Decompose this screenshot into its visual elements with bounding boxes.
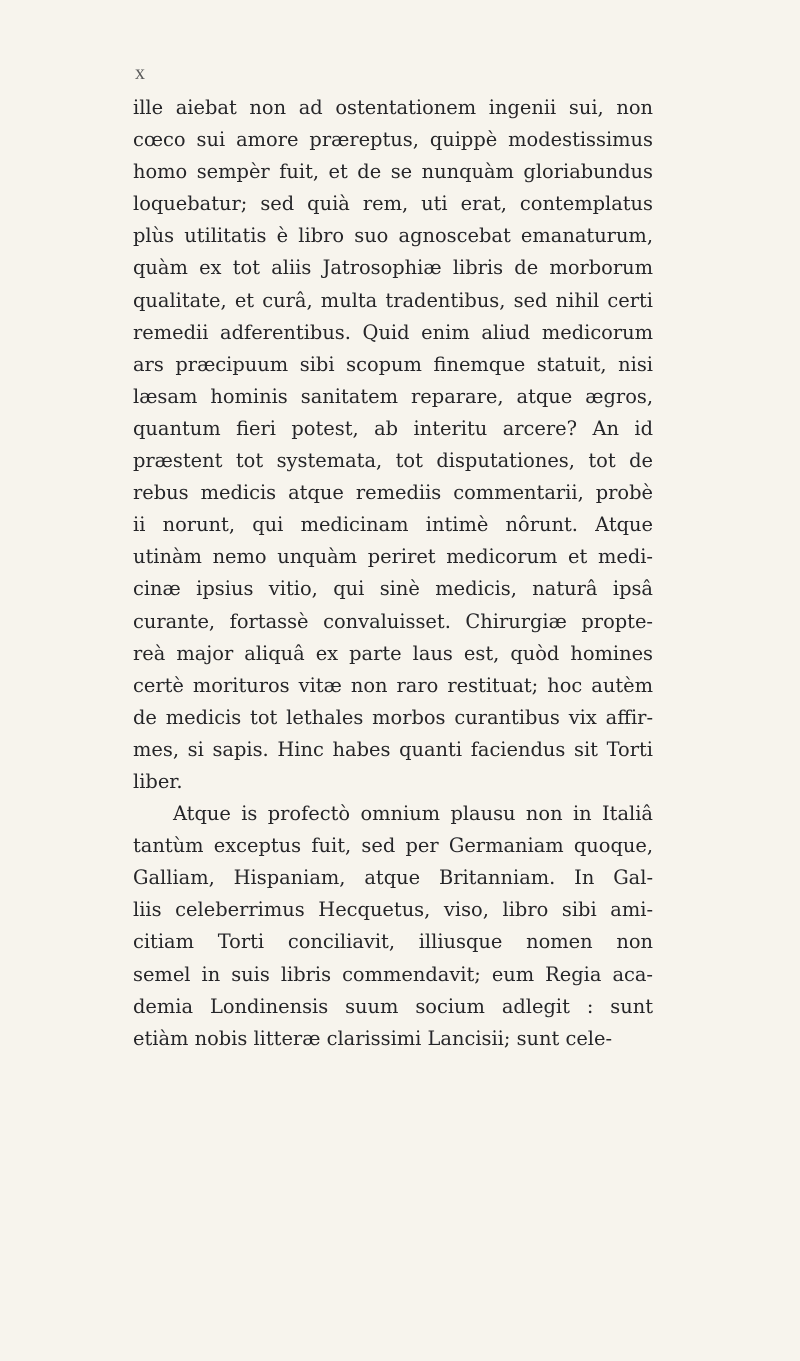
text-line: cinæ ipsius vitio, qui sinè medicis, naturâ ipsâ [133,577,653,601]
text-line: quantum fieri potest, ab interitu arcere? An id [133,416,653,440]
text-line: præstent tot systemata, tot disputationes, tot de [133,449,653,473]
text-line: utinàm nemo unquàm periret medicorum et medi- [133,545,653,569]
body-text [133,92,653,1055]
text-line: remedii adferentibus. Quid enim aliud medicorum [133,320,653,344]
page-number: x [135,62,145,84]
text-line: ars præcipuum sibi scopum finemque statuit, nisi [133,352,653,376]
paragraph-2 [133,798,653,1055]
text-line: quàm ex tot aliis Jatrosophiæ libris de morborum [133,256,653,280]
text-line: liber. [133,769,183,793]
paragraph-1 [133,92,653,798]
text-line: rebus medicis atque remediis commentarii, probè [133,481,653,505]
text-line: certè morituros vitæ non raro restituat; hoc autèm [133,673,653,697]
text-line: mes, si sapis. Hinc habes quanti faciendus sit Torti [133,737,653,761]
text-line: Galliam, Hispaniam, atque Britanniam. In Gal- [133,866,653,890]
text-line: Atque is profectò omnium plausu non in Italiâ [173,802,653,826]
text-line: ii norunt, qui medicinam intimè nôrunt. Atque [133,513,653,537]
text-line: ille aiebat non ad ostentationem ingenii sui, non [133,96,653,119]
text-line: reà major aliquâ ex parte laus est, quòd homines [133,641,653,665]
text-line: læsam hominis sanitatem reparare, atque ægros, [133,384,653,408]
text-line: plùs utilitatis è libro suo agnoscebat emanaturum, [133,224,653,248]
text-line: etiàm nobis litteræ clarissimi Lancisii; sunt cele- [133,1026,613,1050]
text-line: qualitate, et curâ, multa tradentibus, sed nihil certi [133,288,653,312]
text-line: citiam Torti conciliavit, illiusque nomen non [133,930,653,954]
text-line: tantùm exceptus fuit, sed per Germaniam quoque, [133,834,653,858]
text-line: homo sempèr fuit, et de se nunquàm gloriabundus [133,160,653,184]
text-line: demia Londinensis suum socium adlegit : sunt [133,994,653,1018]
text-line: liis celeberrimus Hecquetus, viso, libro sibi ami- [133,898,653,922]
text-line: curante, fortassè convaluisset. Chirurgiæ propte- [133,609,653,633]
text-line: semel in suis libris commendavit; eum Regia aca- [133,962,653,986]
text-line: de medicis tot lethales morbos curantibus vix affir- [133,705,653,729]
text-line: loquebatur; sed quià rem, uti erat, contemplatus [133,192,653,216]
text-line: cœco sui amore præreptus, quippè modestissimus [133,128,653,152]
